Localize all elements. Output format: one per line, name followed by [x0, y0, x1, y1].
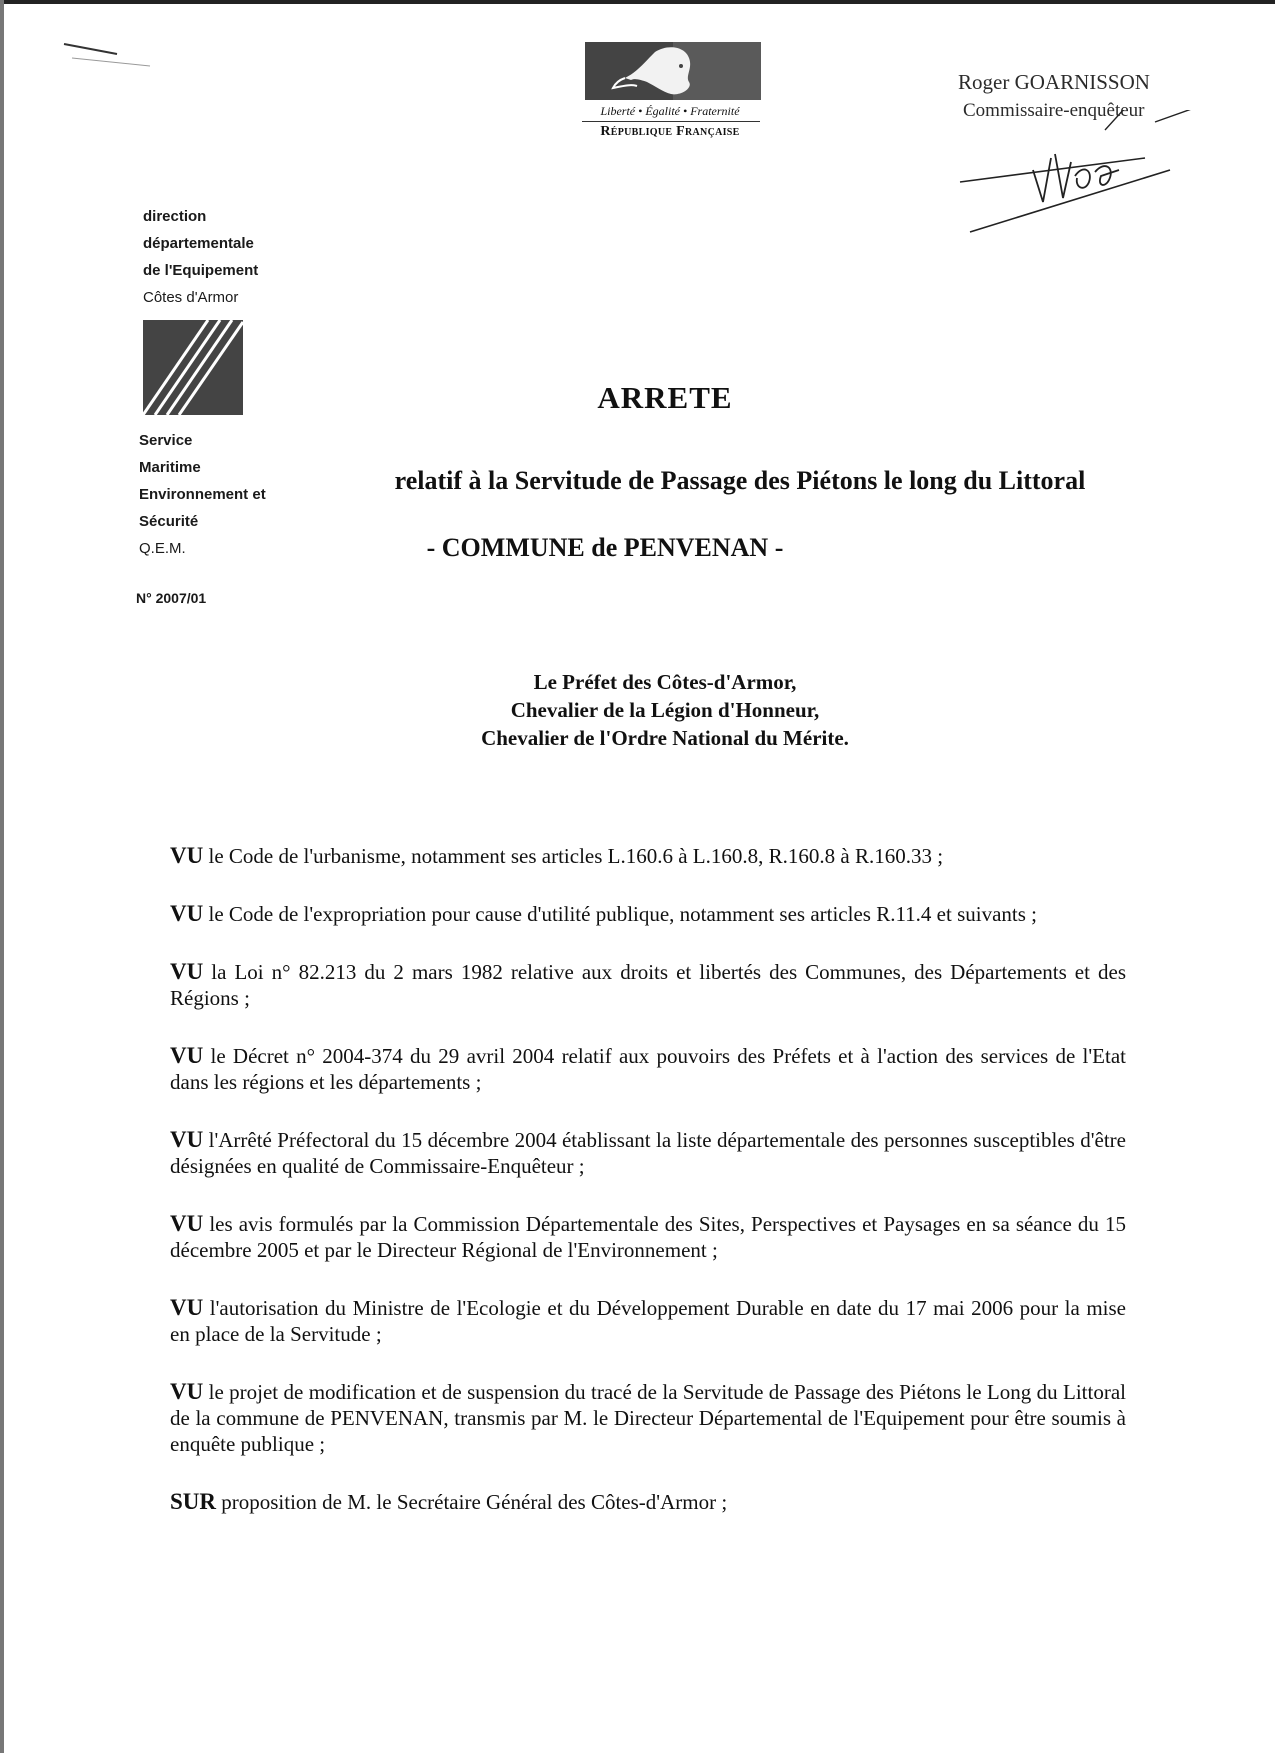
- dde-line: de l'Equipement: [143, 262, 259, 279]
- dde-heading: [143, 203, 258, 311]
- commissaire-name: Roger GOARNISSON: [958, 70, 1150, 94]
- clause-text: le Code de l'urbanisme, notamment ses articles L.160.6 à L.160.8, R.160.8 à R.160.33 ;: [203, 844, 944, 868]
- clause-text: le Code de l'expropriation pour cause d'utilité publique, notamment ses articles R.11.4 et suivants ;: [203, 902, 1038, 926]
- clause-keyword: SUR: [170, 1489, 217, 1514]
- dde-line: direction: [143, 208, 207, 225]
- clause-keyword: VU: [170, 1211, 204, 1236]
- marianne-logo: [585, 42, 761, 100]
- devise-rule: [582, 121, 760, 122]
- service-line: Service: [139, 432, 193, 449]
- clause-text: l'autorisation du Ministre de l'Ecologie et du Développement Durable en date du 17 mai 2006 pour la mise en place de la Servitude ;: [170, 1296, 1126, 1346]
- clause-text: le Décret n° 2004-374 du 29 avril 2004 relatif aux pouvoirs des Préfets et à l'action des services de l'Etat dans les régions et les départements ;: [170, 1044, 1126, 1094]
- prefet-block: [420, 668, 910, 752]
- clause-keyword: VU: [170, 1127, 204, 1152]
- handwritten-signature: [955, 110, 1205, 240]
- scan-edge-top: [0, 0, 1275, 4]
- logo-republique: République Française: [600, 124, 740, 139]
- clause-keyword: VU: [170, 1043, 204, 1068]
- clause-text: le projet de modification et de suspension du tracé de la Servitude de Passage des Piétons le Long du Littoral de la commune de PENVENAN, transmis par M. le Directeur Départemental de l'Equipement pour être soumis à enquête publique ;: [170, 1380, 1126, 1456]
- document-subtitle: relatif à la Servitude de Passage des Piétons le long du Littoral: [394, 466, 1086, 495]
- scan-mark: [62, 40, 152, 80]
- clause-keyword: VU: [170, 901, 204, 926]
- prefet-line: Chevalier de la Légion d'Honneur,: [510, 698, 820, 722]
- service-line: Q.E.M.: [139, 540, 186, 557]
- clause-keyword: VU: [170, 1379, 204, 1404]
- scan-edge-left: [0, 0, 4, 1753]
- dde-line: départementale: [143, 235, 254, 252]
- clause-item: [170, 1043, 1126, 1095]
- clauses-list: [170, 843, 1126, 1547]
- dde-line: Côtes d'Armor: [143, 289, 239, 306]
- commune-title: - COMMUNE de PENVENAN -: [426, 533, 784, 562]
- clause-item: [170, 1211, 1126, 1263]
- commissaire-title: Commissaire-enquêteur: [963, 100, 1145, 121]
- clause-keyword: VU: [170, 843, 204, 868]
- clause-text: l'Arrêté Préfectoral du 15 décembre 2004 établissant la liste départementale des personnes susceptibles d'être désignées en qualité de Commissaire-Enquêteur ;: [170, 1128, 1126, 1178]
- clause-keyword: VU: [170, 1295, 204, 1320]
- clause-item: [170, 1295, 1126, 1347]
- document-title: ARRETE: [597, 380, 733, 415]
- clause-item: [170, 1127, 1126, 1179]
- service-line: Maritime: [139, 459, 201, 476]
- clause-text: proposition de M. le Secrétaire Général des Côtes-d'Armor ;: [216, 1490, 728, 1514]
- service-line: Sécurité: [139, 513, 199, 530]
- clause-item: [170, 843, 1126, 869]
- marianne-profile-icon: [585, 42, 761, 100]
- clause-text: la Loi n° 82.213 du 2 mars 1982 relative aux droits et libertés des Communes, des Départements et des Régions ;: [170, 960, 1126, 1010]
- clause-item: [170, 1489, 1126, 1515]
- clause-text: les avis formulés par la Commission Départementale des Sites, Perspectives et Paysages en sa séance du 15 décembre 2005 et par le Directeur Régional de l'Environnement ;: [170, 1212, 1126, 1262]
- arrete-number: N° 2007/01: [136, 590, 207, 606]
- clause-keyword: VU: [170, 959, 204, 984]
- service-heading: [139, 427, 266, 562]
- logo-devise: Liberté • Égalité • Fraternité: [600, 104, 740, 118]
- service-line: Environnement et: [139, 486, 266, 503]
- clause-item: [170, 901, 1126, 927]
- clause-item: [170, 959, 1126, 1011]
- prefet-line: Chevalier de l'Ordre National du Mérite.: [481, 726, 849, 750]
- clause-item: [170, 1379, 1126, 1457]
- prefet-line: Le Préfet des Côtes-d'Armor,: [533, 670, 797, 694]
